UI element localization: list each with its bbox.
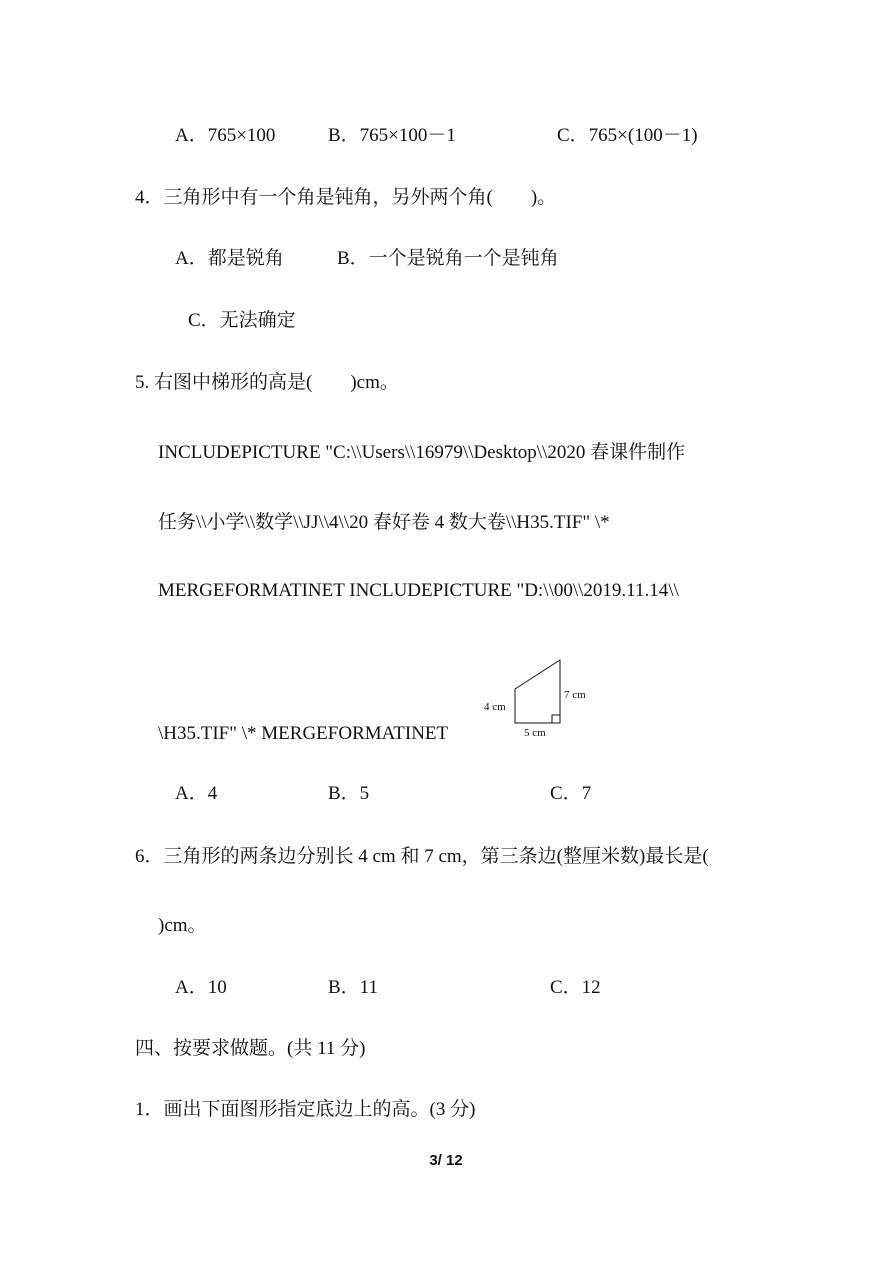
- q5-field-code-line-3: MERGEFORMATINET INCLUDEPICTURE "D:\\00\\2019.11.14\\: [158, 580, 679, 601]
- q5-option-a: A．4: [175, 783, 218, 804]
- q5-option-b: B．5: [328, 783, 370, 804]
- q4-option-b: B．一个是锐角一个是钝角: [337, 248, 559, 269]
- q5-option-c: C．7: [550, 783, 592, 804]
- q6-stem-line-2: )cm。: [158, 915, 207, 936]
- section-4-question-1: 1．画出下面图形指定底边上的高。(3 分): [135, 1099, 476, 1120]
- q6-option-a: A．10: [175, 977, 227, 998]
- q4-option-a: A．都是锐角: [175, 248, 284, 269]
- q4-option-c: C．无法确定: [188, 310, 296, 331]
- trapezoid-figure: [480, 656, 600, 742]
- label-right-side: 7 cm: [564, 689, 586, 701]
- q3-option-b: B．765×100－1: [328, 125, 456, 146]
- trapezoid-shape: [515, 660, 560, 723]
- page-number: 3/ 12: [429, 1152, 463, 1169]
- q5-field-code-line-2: 任务\\小学\\数学\\JJ\\4\\20 春好卷 4 数大卷\\H35.TIF" \*: [158, 512, 610, 533]
- section-4-heading: 四、按要求做题。(共 11 分): [135, 1038, 366, 1059]
- q5-stem: 5. 右图中梯形的高是( )cm。: [135, 372, 399, 393]
- q6-option-b: B．11: [328, 977, 378, 998]
- q3-option-a: A．765×100: [175, 125, 276, 146]
- q5-field-code-line-1: INCLUDEPICTURE "C:\\Users\\16979\\Desktop\\2020 春课件制作: [158, 442, 686, 463]
- label-left-side: 4 cm: [484, 701, 506, 713]
- q4-stem: 4．三角形中有一个角是钝角，另外两个角( )。: [135, 187, 557, 208]
- q5-field-code-line-4: \H35.TIF" \* MERGEFORMATINET: [158, 723, 449, 744]
- q6-stem-line-1: 6．三角形的两条边分别长 4 cm 和 7 cm，第三条边(整厘米数)最长是(: [135, 846, 709, 867]
- q3-option-c: C．765×(100－1): [557, 125, 698, 146]
- right-angle-mark: [552, 715, 560, 723]
- label-bottom-side: 5 cm: [524, 727, 546, 739]
- q6-option-c: C．12: [550, 977, 601, 998]
